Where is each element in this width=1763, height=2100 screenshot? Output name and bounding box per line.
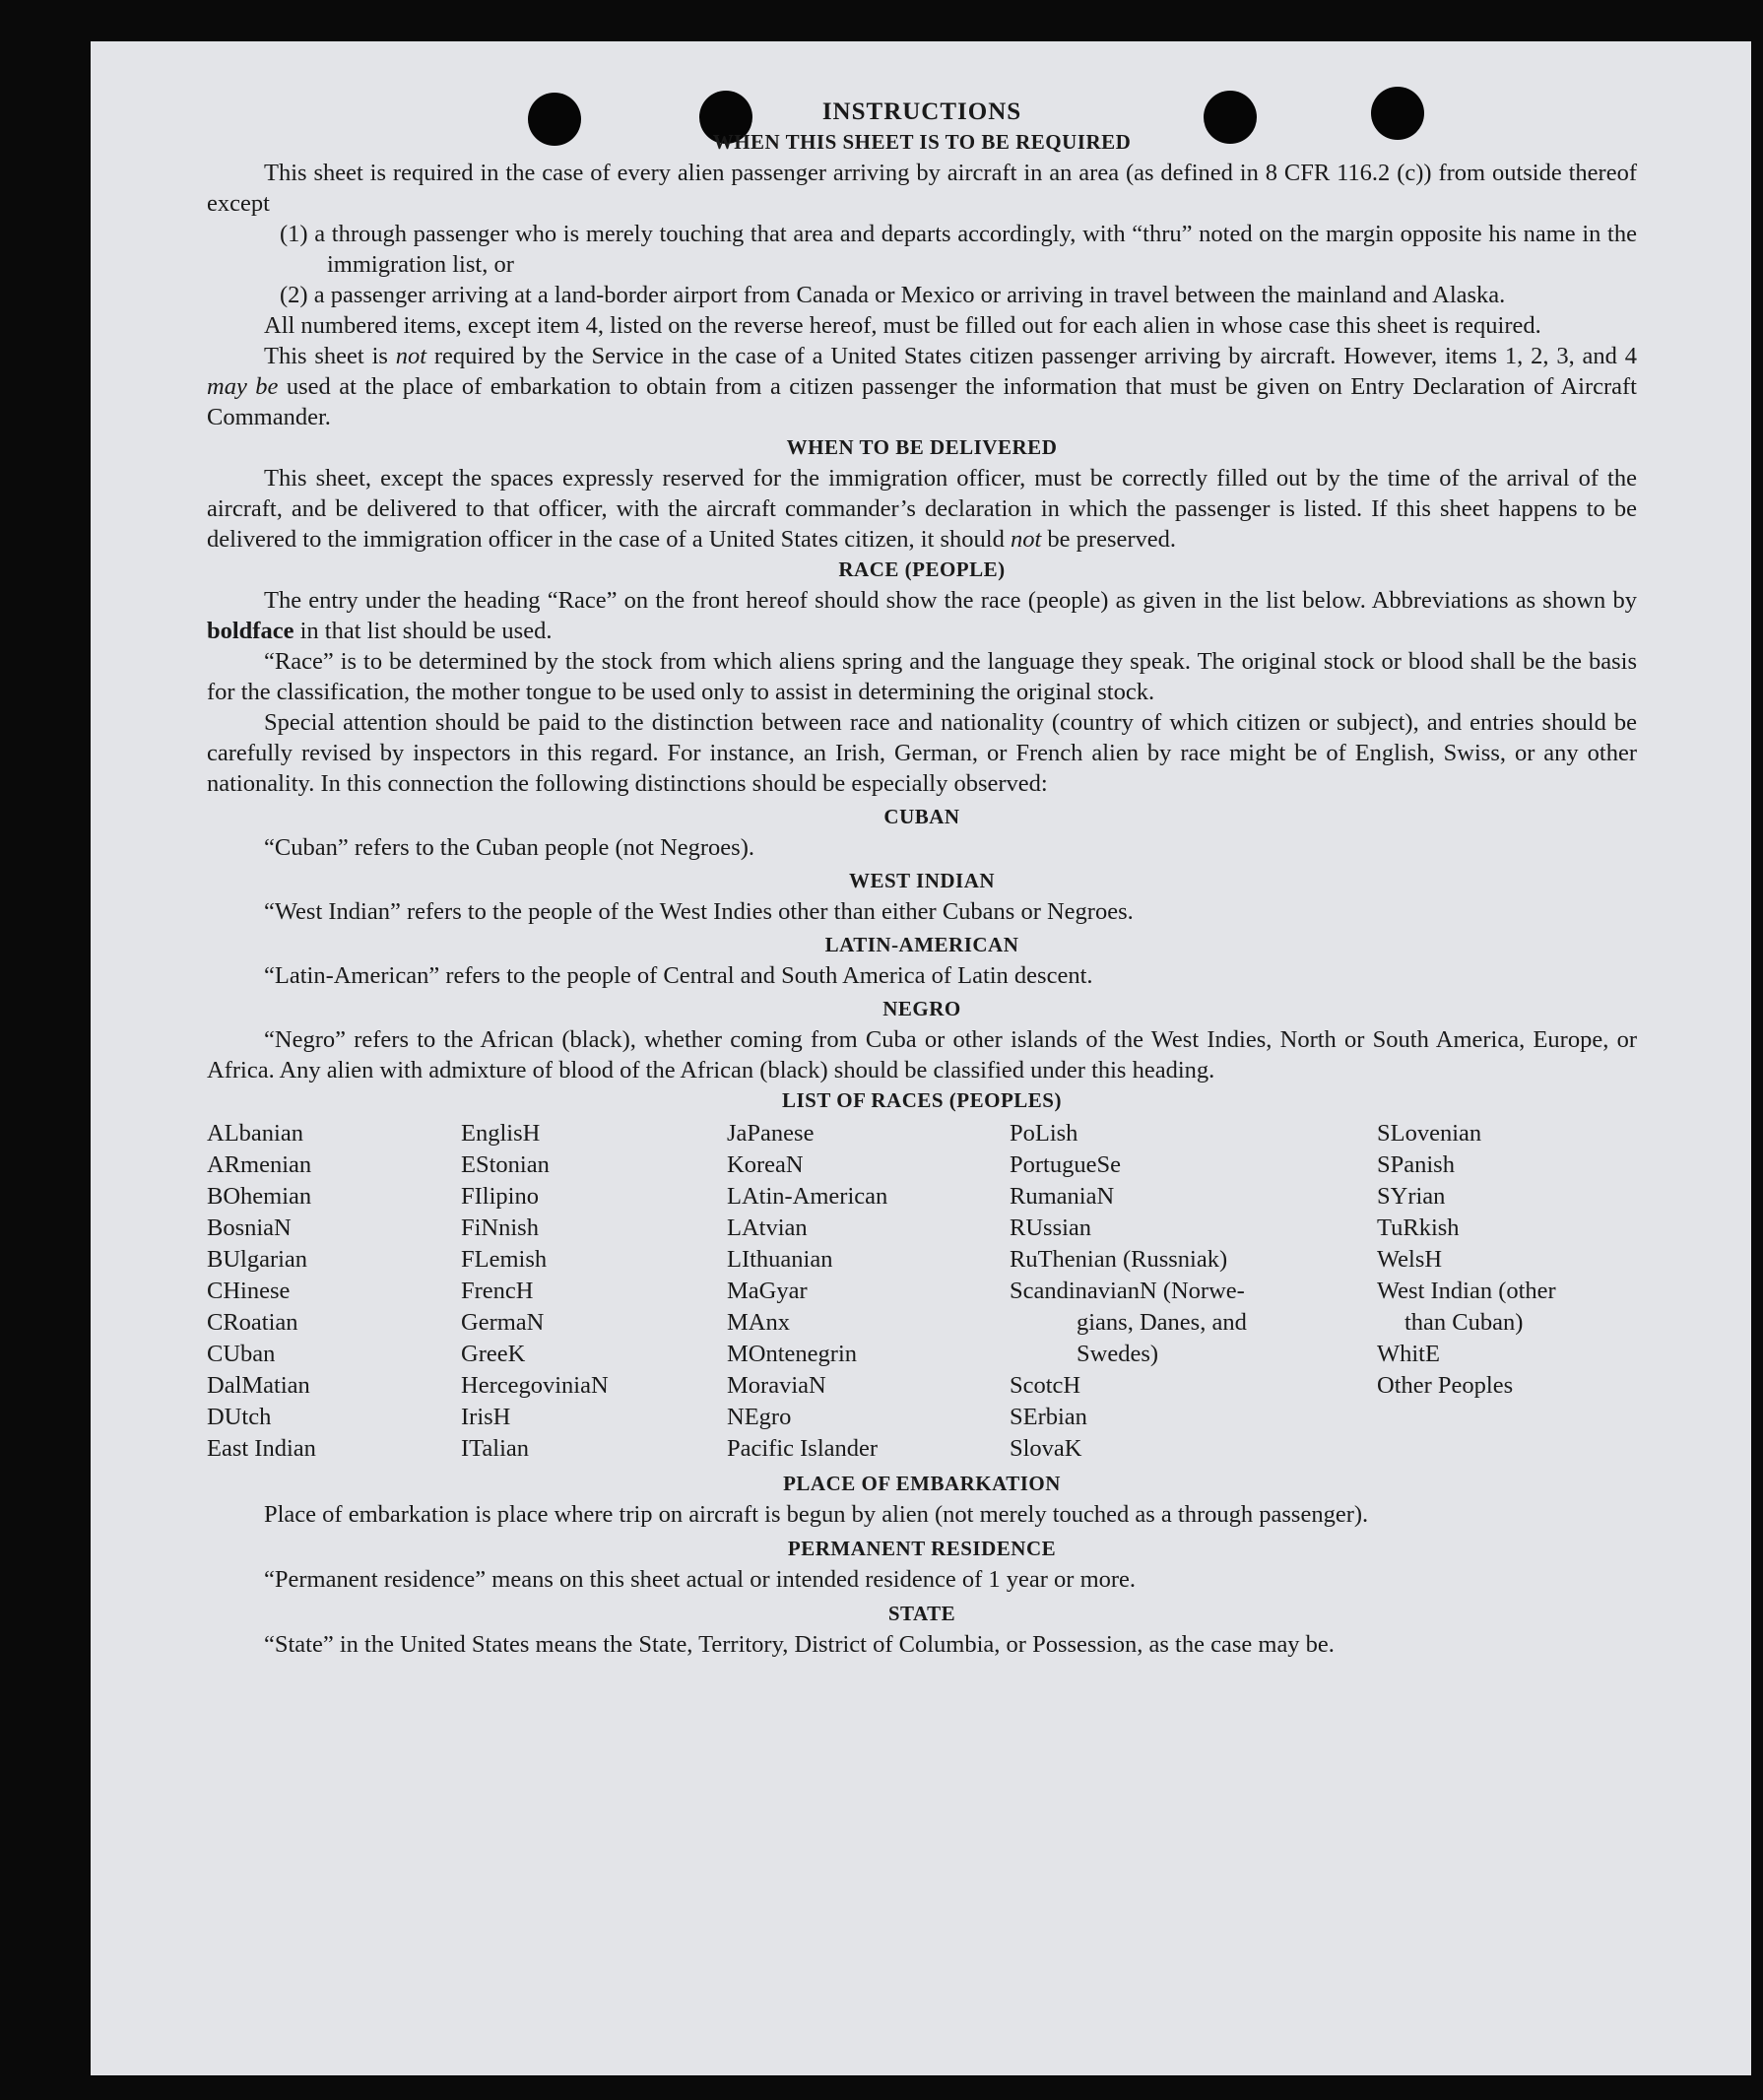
- race-entry: FIlipino: [461, 1183, 539, 1210]
- paragraph: All numbered items, except item 4, listed on the reverse hereof, must be filled out for each alien in whose case this sheet is required.: [264, 312, 1541, 339]
- race-entry: ALbanian: [207, 1120, 303, 1147]
- section-heading: PERMANENT RESIDENCE: [787, 1537, 1057, 1560]
- paragraph: “Permanent residence” means on this sheet actual or intended residence of 1 year or more.: [264, 1566, 1137, 1593]
- page-title: INSTRUCTIONS: [821, 98, 1022, 125]
- race-entry: TuRkish: [1377, 1214, 1460, 1241]
- race-entry: CUban: [207, 1341, 276, 1367]
- race-entry: ScandinavianN (Norwe-: [1010, 1278, 1245, 1304]
- paragraph: “Negro” refers to the African (black), whether coming from Cuba or other islands of the West Indies, North or South America, Europe, or Africa. Any alien with admixture of blood of the African (black) should be classified under this heading.: [207, 1026, 1637, 1083]
- races-column: [1010, 1118, 1377, 1465]
- race-entry: West Indian (other: [1377, 1278, 1556, 1304]
- section-heading: RACE (PEOPLE): [838, 558, 1006, 581]
- paragraph: Special attention should be paid to the distinction between race and nationality (country of which citizen or subject), and entries should be carefully revised by inspectors in this regard. For instance, an Irish, German, or French alien by race might be of English, Swiss, or any other nationality. In this connection the following distinctions should be especially observed:: [207, 709, 1637, 797]
- race-entry-continued: gians, Danes, and: [1077, 1309, 1247, 1336]
- race-entry: SlovaK: [1010, 1435, 1082, 1462]
- list-item: [207, 219, 1637, 280]
- paragraph: This sheet, except the spaces expressly reserved for the immigration officer, must be correctly filled out by the time of the arrival of the aircraft, and be delivered to that officer, with the aircraft commander’s declaration in which the passenger is listed. If this sheet happens to be delivered to the immigration officer in the case of a United States citizen, it should not be preserved.: [207, 465, 1637, 553]
- race-entry: MAnx: [727, 1309, 790, 1336]
- race-entry: BosniaN: [207, 1214, 292, 1241]
- race-entry: WelsH: [1377, 1246, 1443, 1273]
- race-entry: HercegoviniaN: [461, 1372, 609, 1399]
- races-list: [207, 1118, 1637, 1465]
- section-heading: NEGRO: [882, 997, 961, 1020]
- race-entry: RumaniaN: [1010, 1183, 1115, 1210]
- item-number: (2): [280, 282, 308, 308]
- race-entry: CRoatian: [207, 1309, 298, 1336]
- instructions-body: [207, 97, 1637, 1660]
- race-entry: DalMatian: [207, 1372, 310, 1399]
- race-entry: RUssian: [1010, 1214, 1092, 1241]
- race-entry: PortugueSe: [1010, 1151, 1121, 1178]
- race-entry: EStonian: [461, 1151, 550, 1178]
- race-entry: WhitE: [1377, 1341, 1440, 1367]
- race-entry: LAtvian: [727, 1214, 808, 1241]
- item-text: a passenger arriving at a land-border airport from Canada or Mexico or arriving in travel between the mainland and Alaska.: [313, 282, 1506, 308]
- races-column: [461, 1118, 727, 1465]
- section-heading: LIST OF RACES (PEOPLES): [782, 1088, 1062, 1112]
- race-entry: RuThenian (Russniak): [1010, 1246, 1228, 1273]
- section-heading: CUBAN: [883, 805, 960, 828]
- race-entry: Pacific Islander: [727, 1435, 879, 1462]
- race-entry: ScotcH: [1010, 1372, 1081, 1399]
- paragraph: This sheet is not required by the Service in the case of a United States citizen passenger arriving by aircraft. However, items 1, 2, 3, and 4 may be used at the place of embarkation to obtain from a citizen passenger the information that must be given on Entry Declaration of Aircraft Commander.: [207, 343, 1637, 430]
- race-entry: CHinese: [207, 1278, 291, 1304]
- race-entry: East Indian: [207, 1435, 316, 1462]
- race-entry: SYrian: [1377, 1183, 1446, 1210]
- paragraph: “Latin-American” refers to the people of Central and South America of Latin descent.: [264, 962, 1093, 989]
- section-heading: PLACE OF EMBARKATION: [783, 1472, 1061, 1495]
- race-entry: ITalian: [461, 1435, 530, 1462]
- race-entry: MoraviaN: [727, 1372, 826, 1399]
- race-entry: DUtch: [207, 1404, 272, 1430]
- race-entry: GreeK: [461, 1341, 526, 1367]
- paragraph: “West Indian” refers to the people of the West Indies other than either Cubans or Negroes.: [264, 898, 1134, 925]
- race-entry: MOntenegrin: [727, 1341, 857, 1367]
- paragraph: This sheet is required in the case of every alien passenger arriving by aircraft in an area (as defined in 8 CFR 116.2 (c)) from outside thereof except: [207, 160, 1637, 217]
- race-entry: GermaN: [461, 1309, 545, 1336]
- race-entry-continued: than Cuban): [1404, 1309, 1524, 1336]
- race-entry: LAtin-American: [727, 1183, 888, 1210]
- race-entry: FLemish: [461, 1246, 548, 1273]
- paragraph: “Race” is to be determined by the stock from which aliens spring and the language they speak. The original stock or blood shall be the basis for the classification, the mother tongue to be used only to assist in determining the original stock.: [207, 648, 1637, 705]
- race-entry: JaPanese: [727, 1120, 815, 1147]
- race-entry: ARmenian: [207, 1151, 312, 1178]
- section-heading: LATIN-AMERICAN: [824, 933, 1019, 956]
- race-entry: BUlgarian: [207, 1246, 308, 1273]
- race-entry-continued: Swedes): [1077, 1341, 1159, 1367]
- item-text: a through passenger who is merely touching that area and departs accordingly, with “thru” noted on the margin opposite his name in the immigration list, or: [314, 221, 1637, 278]
- race-entry: SErbian: [1010, 1404, 1087, 1430]
- race-entry: PoLish: [1010, 1120, 1078, 1147]
- race-entry: Other Peoples: [1377, 1372, 1514, 1399]
- races-column: [727, 1118, 1010, 1465]
- race-entry: FiNnish: [461, 1214, 539, 1241]
- race-entry: MaGyar: [727, 1278, 808, 1304]
- race-entry: NEgro: [727, 1404, 792, 1430]
- race-entry: KoreaN: [727, 1151, 804, 1178]
- section-heading: WHEN TO BE DELIVERED: [786, 435, 1058, 459]
- list-item: [207, 280, 1637, 310]
- section-heading: WHEN THIS SHEET IS TO BE REQUIRED: [712, 130, 1132, 154]
- item-number: (1): [280, 221, 308, 247]
- paragraph: The entry under the heading “Race” on the front hereof should show the race (people) as given in the list below. Abbreviations as shown by boldface in that list should be used.: [207, 587, 1637, 644]
- race-entry: BOhemian: [207, 1183, 312, 1210]
- races-column: [207, 1118, 461, 1465]
- race-entry: FrencH: [461, 1278, 534, 1304]
- paragraph: “Cuban” refers to the Cuban people (not Negroes).: [264, 834, 754, 861]
- race-entry: SPanish: [1377, 1151, 1455, 1178]
- document-sheet: [91, 41, 1751, 2075]
- race-entry: EnglisH: [461, 1120, 541, 1147]
- section-heading: STATE: [887, 1602, 956, 1625]
- race-entry: LIthuanian: [727, 1246, 833, 1273]
- paragraph: Place of embarkation is place where trip on aircraft is begun by alien (not merely touched as a through passenger).: [264, 1501, 1369, 1528]
- section-heading: WEST INDIAN: [848, 869, 996, 892]
- paragraph: “State” in the United States means the State, Territory, District of Columbia, or Possession, as the case may be.: [264, 1631, 1335, 1658]
- race-entry: IrisH: [461, 1404, 511, 1430]
- race-entry: SLovenian: [1377, 1120, 1482, 1147]
- races-column: [1377, 1118, 1637, 1465]
